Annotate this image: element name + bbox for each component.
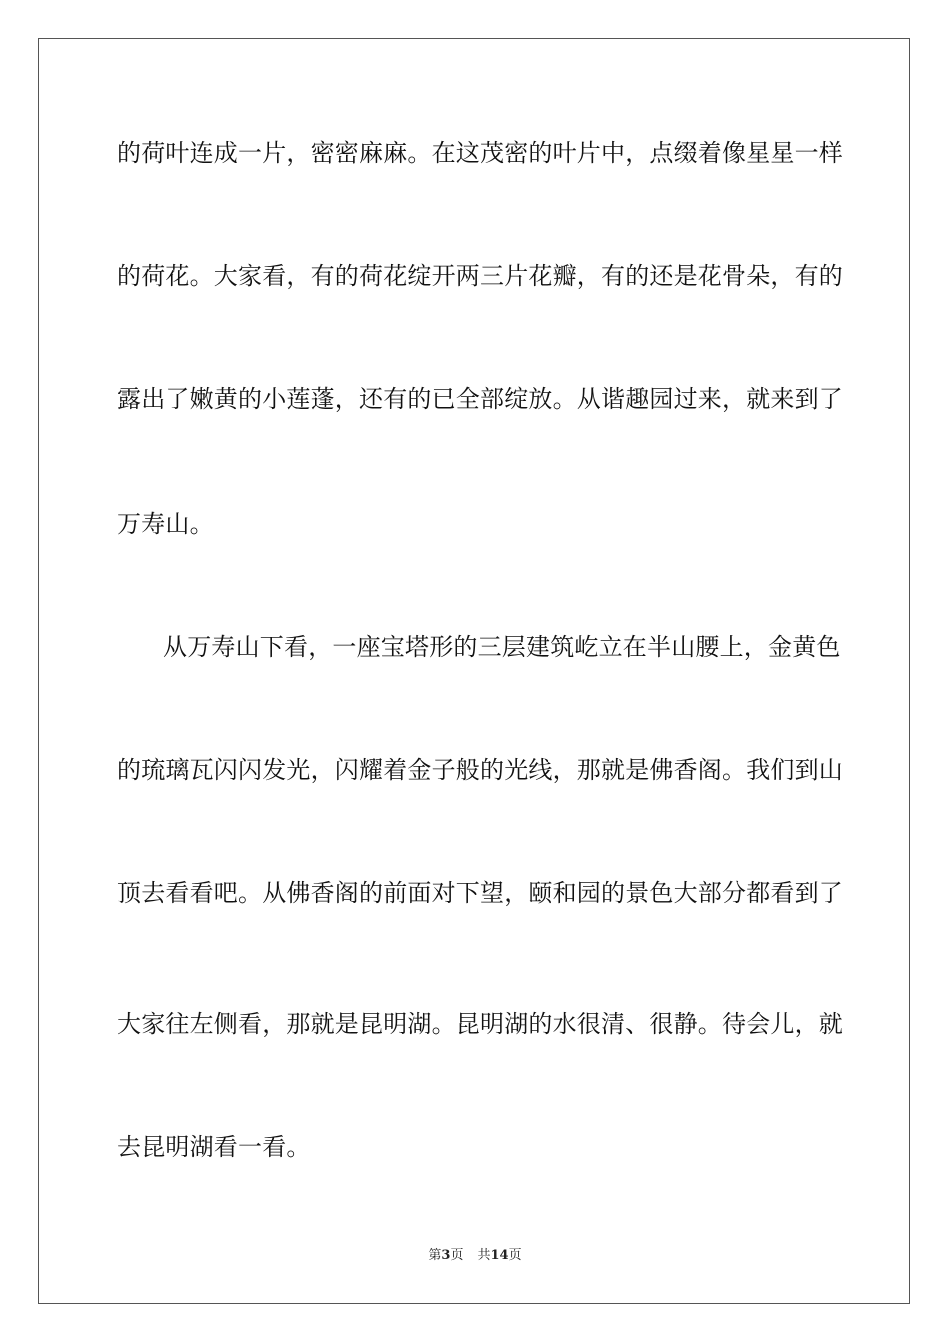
text-line-9: 去昆明湖看一看。 (117, 1133, 311, 1161)
total-suffix: 页 (508, 1248, 522, 1263)
text-line-6: 的琉璃瓦闪闪发光，闪耀着金子般的光线，那就是佛香阁。我们到山 (117, 756, 843, 784)
text-line-3: 露出了嫩黄的小莲蓬，还有的已全部绽放。从谐趣园过来，就来到了 (117, 385, 843, 413)
total-prefix: 共 (477, 1248, 491, 1263)
text-line-4: 万寿山。 (117, 510, 214, 538)
page-footer (0, 1247, 950, 1265)
text-line-5: 从万寿山下看，一座宝塔形的三层建筑屹立在半山腰上，金黄色 (163, 633, 841, 661)
page-suffix: 页 (450, 1248, 464, 1263)
page-prefix: 第 (428, 1248, 442, 1263)
text-line-2: 的荷花。大家看，有的荷花绽开两三片花瓣，有的还是花骨朵，有的 (117, 262, 843, 290)
text-line-8: 大家往左侧看，那就是昆明湖。昆明湖的水很清、很静。待会儿，就 (117, 1010, 843, 1038)
page-number: 3 (441, 1248, 451, 1263)
text-line-1: 的荷叶连成一片，密密麻麻。在这茂密的叶片中，点缀着像星星一样 (117, 139, 843, 167)
text-line-7: 顶去看看吧。从佛香阁的前面对下望，颐和园的景色大部分都看到了 (117, 879, 843, 907)
page-border (38, 38, 910, 1304)
total-pages: 14 (490, 1248, 509, 1263)
